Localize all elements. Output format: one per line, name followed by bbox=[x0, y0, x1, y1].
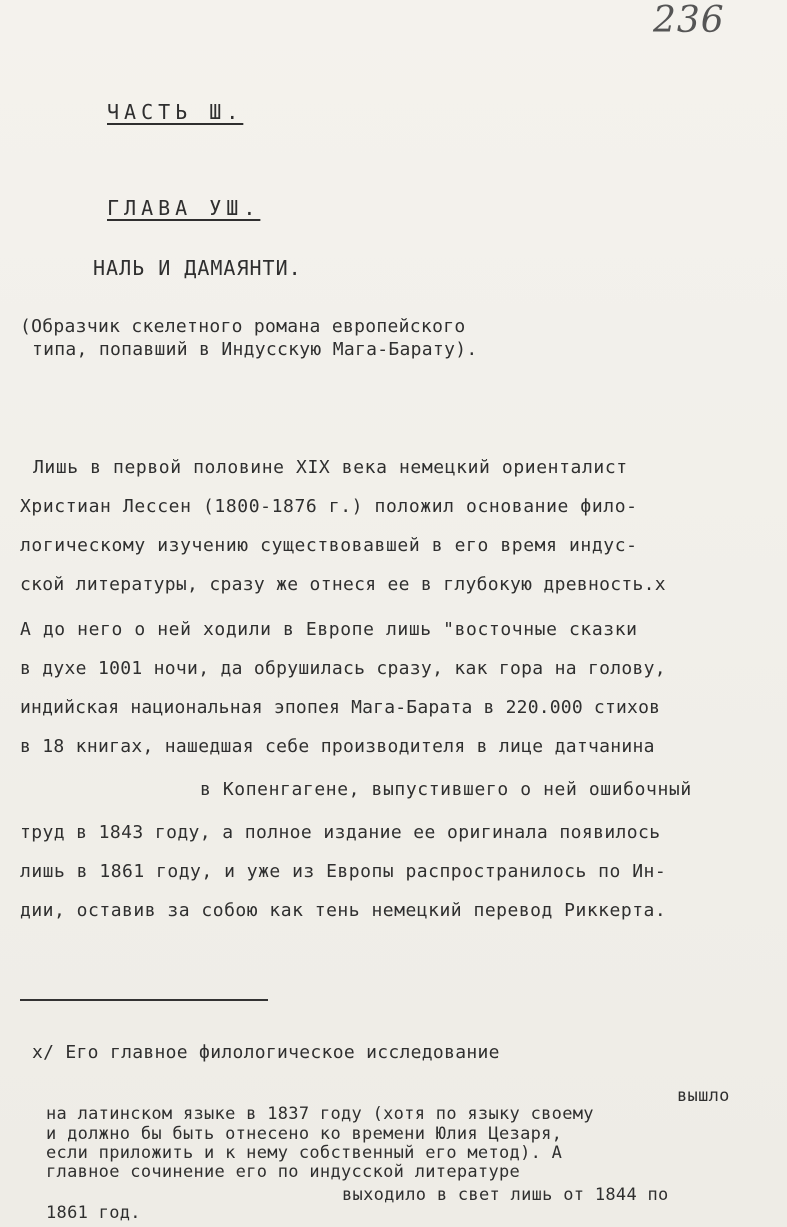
chapter-title: НАЛЬ И ДАМАЯНТИ. bbox=[93, 256, 302, 280]
footnote-line: выходило в свет лишь от 1844 по bbox=[342, 1185, 669, 1205]
body-line: Христиан Лессен (1800-1876 г.) положил основание фило- bbox=[20, 496, 638, 517]
body-line: логическому изучению существовавшей в его время индус- bbox=[20, 535, 638, 556]
body-line: Лишь в первой половине XIX века немецкий ориенталист bbox=[33, 457, 628, 478]
footnote-line: и должно бы быть отнесено ко времени Юлия Цезаря, bbox=[46, 1124, 563, 1144]
page-number: 236 bbox=[653, 0, 725, 41]
body-line: труд в 1843 году, а полное издание ее оригинала появилось bbox=[20, 822, 661, 843]
body-line: в Копенгагене, выпустившего о ней ошибочный bbox=[200, 779, 692, 800]
body-line: в духе 1001 ночи, да обрушилась сразу, как гора на голову, bbox=[20, 658, 666, 679]
subtitle-line: (Образчик скелетного романа европейского bbox=[20, 316, 466, 337]
body-line: ской литературы, сразу же отнеся ее в глубокую древность.x bbox=[20, 574, 666, 595]
subtitle-line: типа, попавший в Индусскую Мага-Барату). bbox=[32, 339, 478, 360]
part-heading: ЧАСТЬ Ш. bbox=[107, 100, 244, 124]
footnote-line: на латинском языке в 1837 году (хотя по языку своему bbox=[46, 1104, 594, 1124]
body-line: лишь в 1861 году, и уже из Европы распространилось по Ин- bbox=[20, 861, 667, 882]
footnote-rule bbox=[20, 999, 268, 1001]
chapter-heading: ГЛАВА УШ. bbox=[107, 196, 261, 220]
body-line: дии, оставив за собою как тень немецкий перевод Риккерта. bbox=[20, 900, 667, 921]
footnote-line: x/ Его главное филологическое исследование bbox=[32, 1042, 500, 1063]
footnote-line: вышло bbox=[677, 1086, 730, 1106]
footnote-line: главное сочинение его по индусской литературе bbox=[46, 1162, 521, 1182]
footnote-line: 1861 год. bbox=[46, 1203, 141, 1223]
body-line: в 18 книгах, нашедшая себе производителя в лице датчанина bbox=[20, 736, 655, 757]
body-line: индийская национальная эпопея Мага-Барата в 220.000 стихов bbox=[20, 697, 661, 718]
footnote-line: если приложить и к нему собственный его метод). А bbox=[46, 1143, 563, 1163]
body-line: А до него о ней ходили в Европе лишь "восточные сказки bbox=[20, 619, 638, 640]
